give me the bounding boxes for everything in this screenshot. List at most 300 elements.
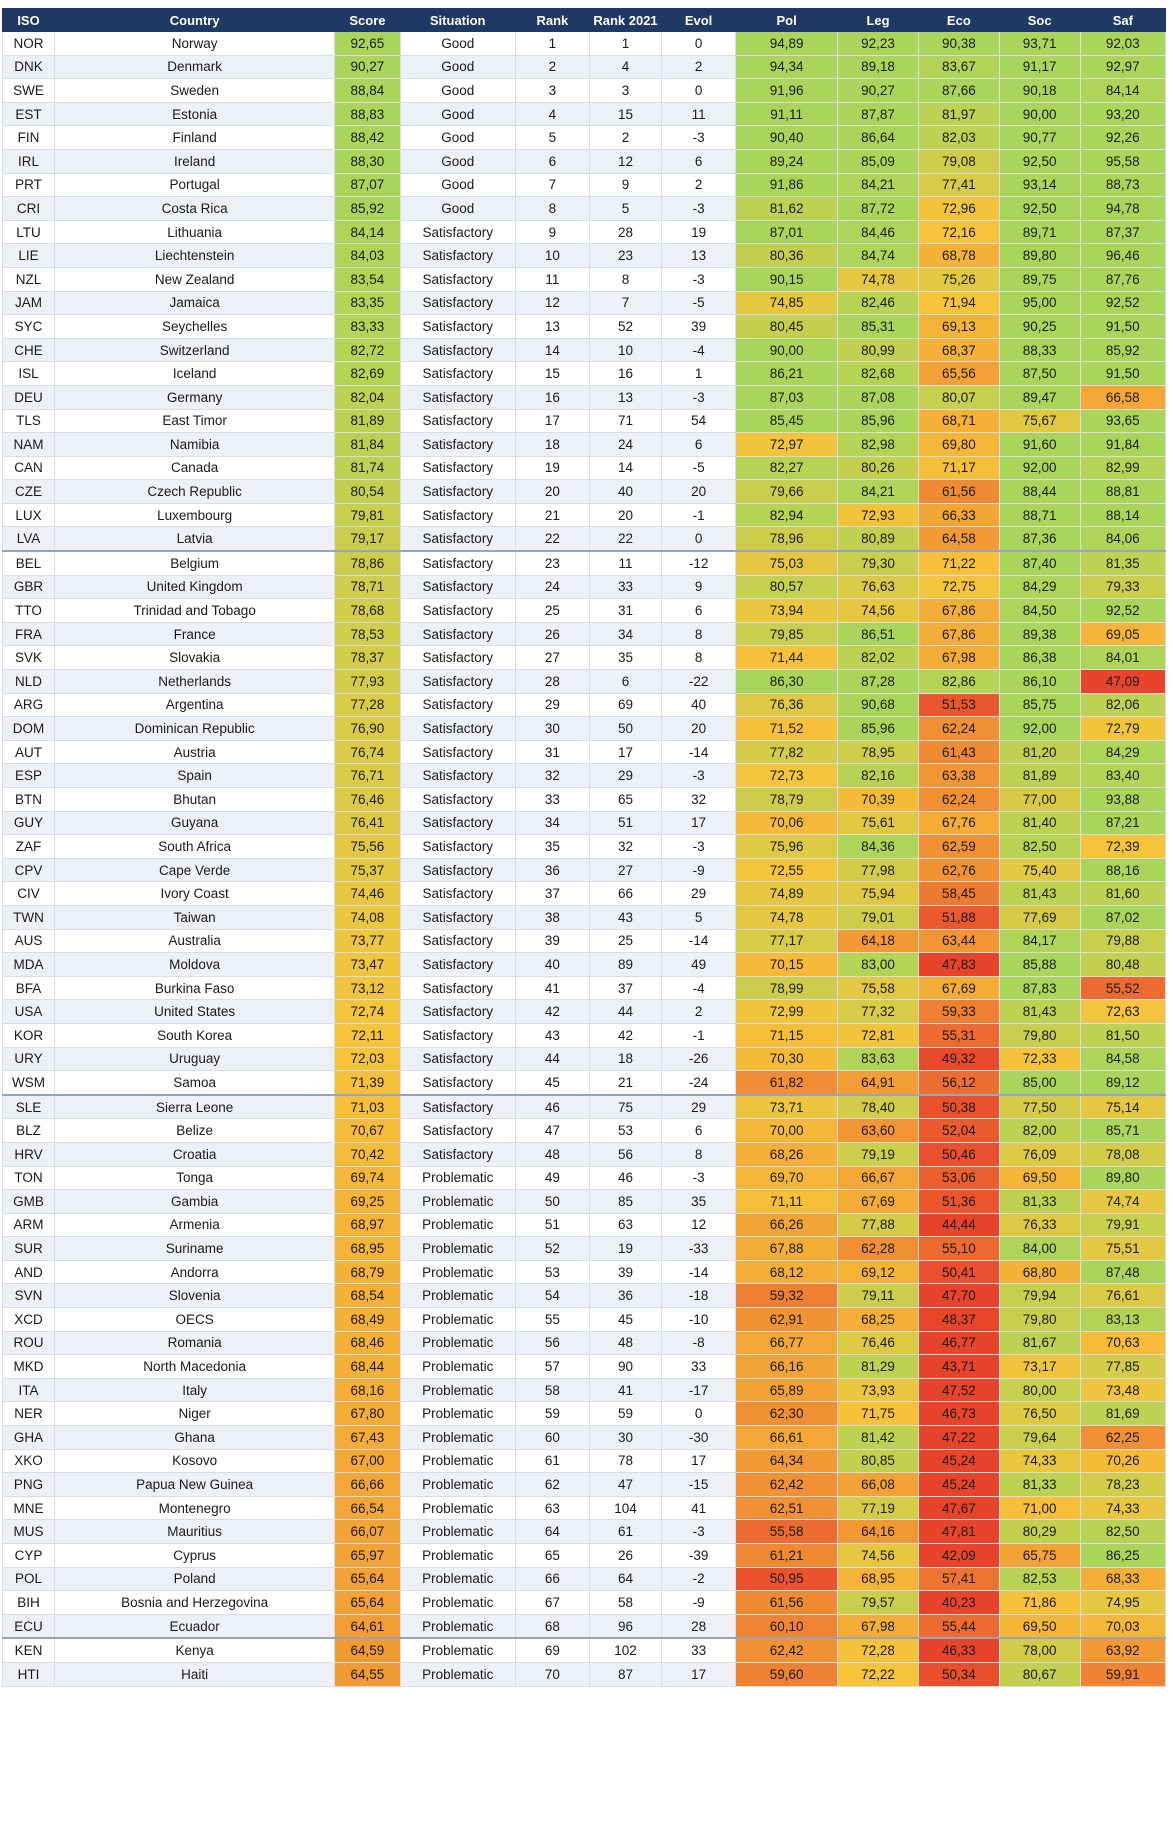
cell-saf: 72,79 — [1080, 717, 1165, 741]
cell-iso: AUT — [3, 740, 55, 764]
cell-country: Cape Verde — [55, 858, 335, 882]
cell-score: 83,33 — [335, 315, 400, 339]
cell-iso: MDA — [3, 953, 55, 977]
cell-pol: 50,95 — [736, 1567, 838, 1591]
cell-eco: 50,41 — [918, 1260, 999, 1284]
cell-soc: 72,33 — [999, 1047, 1080, 1071]
cell-evol: -39 — [661, 1544, 735, 1568]
table-row[interactable] — [3, 480, 1166, 504]
cell-saf: 72,39 — [1080, 835, 1165, 859]
column-header-soc[interactable]: Soc — [999, 9, 1080, 32]
table-row[interactable] — [3, 1331, 1166, 1355]
table-row[interactable] — [3, 905, 1166, 929]
cell-rank: 10 — [515, 244, 589, 268]
cell-iso: NLD — [3, 670, 55, 694]
cell-evol: -3 — [661, 197, 735, 221]
cell-iso: EST — [3, 102, 55, 126]
table-row[interactable] — [3, 362, 1166, 386]
table-row[interactable] — [3, 1473, 1166, 1497]
table-row[interactable] — [3, 126, 1166, 150]
cell-soc: 92,50 — [999, 149, 1080, 173]
table-row[interactable] — [3, 456, 1166, 480]
cell-rank-2021: 58 — [590, 1591, 662, 1615]
cell-saf: 63,92 — [1080, 1638, 1165, 1662]
cell-leg: 80,99 — [838, 338, 919, 362]
table-row[interactable] — [3, 1095, 1166, 1119]
cell-country: Romania — [55, 1331, 335, 1355]
cell-leg: 74,56 — [838, 1544, 919, 1568]
cell-soc: 80,00 — [999, 1378, 1080, 1402]
table-row[interactable] — [3, 670, 1166, 694]
cell-leg: 72,22 — [838, 1662, 919, 1686]
cell-country: Gambia — [55, 1190, 335, 1214]
cell-eco: 47,70 — [918, 1284, 999, 1308]
cell-score: 72,74 — [335, 1000, 400, 1024]
cell-pol: 94,89 — [736, 32, 838, 56]
cell-saf: 81,60 — [1080, 882, 1165, 906]
table-row[interactable] — [3, 788, 1166, 812]
cell-soc: 85,75 — [999, 693, 1080, 717]
cell-score: 68,44 — [335, 1355, 400, 1379]
cell-saf: 87,48 — [1080, 1260, 1165, 1284]
cell-soc: 82,50 — [999, 835, 1080, 859]
column-header-country[interactable]: Country — [55, 9, 335, 32]
cell-situation: Good — [400, 126, 515, 150]
cell-pol: 91,11 — [736, 102, 838, 126]
table-row[interactable] — [3, 1119, 1166, 1143]
table-row[interactable] — [3, 693, 1166, 717]
cell-situation: Satisfactory — [400, 811, 515, 835]
cell-pol: 78,79 — [736, 788, 838, 812]
table-row[interactable] — [3, 1071, 1166, 1095]
cell-leg: 79,01 — [838, 905, 919, 929]
cell-rank-2021: 10 — [590, 338, 662, 362]
cell-country: Australia — [55, 929, 335, 953]
cell-iso: BLZ — [3, 1119, 55, 1143]
cell-rank-2021: 5 — [590, 197, 662, 221]
cell-score: 64,61 — [335, 1614, 400, 1638]
cell-leg: 83,00 — [838, 953, 919, 977]
cell-leg: 75,61 — [838, 811, 919, 835]
cell-leg: 87,87 — [838, 102, 919, 126]
cell-rank-2021: 75 — [590, 1095, 662, 1119]
table-row[interactable] — [3, 1449, 1166, 1473]
table-row[interactable] — [3, 315, 1166, 339]
cell-country: Luxembourg — [55, 503, 335, 527]
cell-country: Costa Rica — [55, 197, 335, 221]
cell-rank: 69 — [515, 1638, 589, 1662]
cell-soc: 75,40 — [999, 858, 1080, 882]
cell-country: Burkina Faso — [55, 976, 335, 1000]
cell-rank-2021: 11 — [590, 551, 662, 575]
cell-eco: 81,97 — [918, 102, 999, 126]
table-row[interactable] — [3, 1166, 1166, 1190]
cell-country: Belize — [55, 1119, 335, 1143]
table-row[interactable] — [3, 291, 1166, 315]
cell-soc: 91,17 — [999, 55, 1080, 79]
table-row[interactable] — [3, 622, 1166, 646]
cell-soc: 77,69 — [999, 905, 1080, 929]
table-row[interactable] — [3, 1544, 1166, 1568]
cell-situation: Problematic — [400, 1591, 515, 1615]
table-row[interactable] — [3, 1047, 1166, 1071]
table-row[interactable] — [3, 173, 1166, 197]
cell-saf: 76,61 — [1080, 1284, 1165, 1308]
cell-pol: 66,16 — [736, 1355, 838, 1379]
cell-score: 88,42 — [335, 126, 400, 150]
table-row[interactable] — [3, 858, 1166, 882]
table-row[interactable] — [3, 764, 1166, 788]
table-body — [3, 32, 1166, 1687]
cell-rank: 49 — [515, 1166, 589, 1190]
cell-saf: 89,12 — [1080, 1071, 1165, 1095]
table-row[interactable] — [3, 835, 1166, 859]
cell-situation: Satisfactory — [400, 929, 515, 953]
cell-pol: 76,36 — [736, 693, 838, 717]
cell-iso: TON — [3, 1166, 55, 1190]
cell-iso: HTI — [3, 1662, 55, 1686]
cell-leg: 82,68 — [838, 362, 919, 386]
table-row[interactable] — [3, 244, 1166, 268]
cell-iso: GBR — [3, 575, 55, 599]
cell-pol: 90,00 — [736, 338, 838, 362]
cell-score: 82,04 — [335, 385, 400, 409]
table-row[interactable] — [3, 551, 1166, 575]
cell-iso: KOR — [3, 1023, 55, 1047]
cell-leg: 72,28 — [838, 1638, 919, 1662]
cell-country: Bosnia and Herzegovina — [55, 1591, 335, 1615]
table-row[interactable] — [3, 929, 1166, 953]
table-row[interactable] — [3, 882, 1166, 906]
cell-evol: 6 — [661, 599, 735, 623]
column-header-iso[interactable]: ISO — [3, 9, 55, 32]
cell-situation: Satisfactory — [400, 740, 515, 764]
table-row[interactable] — [3, 409, 1166, 433]
cell-iso: MNE — [3, 1496, 55, 1520]
cell-rank: 54 — [515, 1284, 589, 1308]
cell-country: Slovakia — [55, 646, 335, 670]
cell-pol: 71,11 — [736, 1190, 838, 1214]
cell-soc: 81,67 — [999, 1331, 1080, 1355]
column-header-saf[interactable]: Saf — [1080, 9, 1165, 32]
column-header-pol[interactable]: Pol — [736, 9, 838, 32]
cell-country: Poland — [55, 1567, 335, 1591]
cell-situation: Problematic — [400, 1449, 515, 1473]
cell-soc: 89,71 — [999, 220, 1080, 244]
table-row[interactable] — [3, 79, 1166, 103]
cell-soc: 91,60 — [999, 433, 1080, 457]
table-row[interactable] — [3, 1378, 1166, 1402]
cell-rank: 17 — [515, 409, 589, 433]
cell-eco: 45,24 — [918, 1449, 999, 1473]
column-header-score[interactable]: Score — [335, 9, 400, 32]
cell-eco: 64,58 — [918, 527, 999, 551]
cell-eco: 59,33 — [918, 1000, 999, 1024]
cell-situation: Good — [400, 102, 515, 126]
table-row[interactable] — [3, 149, 1166, 173]
table-row[interactable] — [3, 599, 1166, 623]
cell-eco: 46,77 — [918, 1331, 999, 1355]
table-row[interactable] — [3, 197, 1166, 221]
cell-pol: 62,42 — [736, 1473, 838, 1497]
cell-score: 67,80 — [335, 1402, 400, 1426]
cell-saf: 85,92 — [1080, 338, 1165, 362]
cell-evol: 12 — [661, 1213, 735, 1237]
cell-leg: 86,51 — [838, 622, 919, 646]
table-row[interactable] — [3, 1284, 1166, 1308]
cell-score: 68,46 — [335, 1331, 400, 1355]
table-row[interactable] — [3, 646, 1166, 670]
table-row[interactable] — [3, 220, 1166, 244]
table-row[interactable] — [3, 338, 1166, 362]
cell-country: North Macedonia — [55, 1355, 335, 1379]
cell-score: 81,84 — [335, 433, 400, 457]
cell-eco: 67,69 — [918, 976, 999, 1000]
cell-rank-2021: 20 — [590, 503, 662, 527]
cell-soc: 82,53 — [999, 1567, 1080, 1591]
cell-rank: 45 — [515, 1071, 589, 1095]
cell-saf: 75,51 — [1080, 1237, 1165, 1261]
table-row[interactable] — [3, 717, 1166, 741]
table-row[interactable] — [3, 32, 1166, 56]
cell-situation: Problematic — [400, 1614, 515, 1638]
cell-rank-2021: 96 — [590, 1614, 662, 1638]
cell-evol: 20 — [661, 480, 735, 504]
cell-soc: 79,80 — [999, 1023, 1080, 1047]
cell-country: Latvia — [55, 527, 335, 551]
cell-saf: 84,01 — [1080, 646, 1165, 670]
cell-rank: 16 — [515, 385, 589, 409]
table-row[interactable] — [3, 1355, 1166, 1379]
cell-rank: 50 — [515, 1190, 589, 1214]
cell-score: 80,54 — [335, 480, 400, 504]
cell-score: 73,12 — [335, 976, 400, 1000]
cell-evol: 33 — [661, 1355, 735, 1379]
table-row[interactable] — [3, 1142, 1166, 1166]
cell-evol: 0 — [661, 1402, 735, 1426]
cell-leg: 87,72 — [838, 197, 919, 221]
cell-saf: 91,50 — [1080, 362, 1165, 386]
cell-soc: 87,36 — [999, 527, 1080, 551]
cell-pol: 70,06 — [736, 811, 838, 835]
cell-situation: Satisfactory — [400, 362, 515, 386]
cell-rank: 60 — [515, 1426, 589, 1450]
cell-score: 72,11 — [335, 1023, 400, 1047]
table-row[interactable] — [3, 1426, 1166, 1450]
cell-situation: Satisfactory — [400, 551, 515, 575]
cell-evol: 8 — [661, 646, 735, 670]
cell-soc: 76,33 — [999, 1213, 1080, 1237]
cell-saf: 78,23 — [1080, 1473, 1165, 1497]
table-row[interactable] — [3, 953, 1166, 977]
cell-iso: GHA — [3, 1426, 55, 1450]
cell-evol: 39 — [661, 315, 735, 339]
table-row[interactable] — [3, 433, 1166, 457]
cell-pol: 61,21 — [736, 1544, 838, 1568]
table-row[interactable] — [3, 740, 1166, 764]
cell-rank: 43 — [515, 1023, 589, 1047]
table-row[interactable] — [3, 811, 1166, 835]
cell-rank: 12 — [515, 291, 589, 315]
cell-soc: 71,86 — [999, 1591, 1080, 1615]
cell-pol: 67,88 — [736, 1237, 838, 1261]
cell-soc: 92,00 — [999, 717, 1080, 741]
cell-pol: 79,85 — [736, 622, 838, 646]
table-row[interactable] — [3, 503, 1166, 527]
cell-country: OECS — [55, 1308, 335, 1332]
cell-situation: Satisfactory — [400, 646, 515, 670]
table-row[interactable] — [3, 385, 1166, 409]
cell-evol: -12 — [661, 551, 735, 575]
cell-pol: 66,77 — [736, 1331, 838, 1355]
cell-pol: 80,45 — [736, 315, 838, 339]
cell-leg: 84,36 — [838, 835, 919, 859]
column-header-situation[interactable]: Situation — [400, 9, 515, 32]
cell-leg: 81,42 — [838, 1426, 919, 1450]
cell-pol: 82,27 — [736, 456, 838, 480]
column-header-rank-2021[interactable]: Rank 2021 — [590, 9, 662, 32]
cell-score: 67,43 — [335, 1426, 400, 1450]
cell-situation: Satisfactory — [400, 905, 515, 929]
cell-saf: 92,52 — [1080, 599, 1165, 623]
cell-iso: ESP — [3, 764, 55, 788]
cell-situation: Problematic — [400, 1567, 515, 1591]
table-row[interactable] — [3, 1591, 1166, 1615]
cell-rank: 55 — [515, 1308, 589, 1332]
table-row[interactable] — [3, 1662, 1166, 1686]
cell-soc: 69,50 — [999, 1166, 1080, 1190]
cell-leg: 62,28 — [838, 1237, 919, 1261]
cell-situation: Satisfactory — [400, 953, 515, 977]
table-row[interactable] — [3, 1000, 1166, 1024]
cell-pol: 86,30 — [736, 670, 838, 694]
table-row[interactable] — [3, 1190, 1166, 1214]
cell-leg: 75,58 — [838, 976, 919, 1000]
cell-saf: 89,80 — [1080, 1166, 1165, 1190]
cell-country: Belgium — [55, 551, 335, 575]
cell-rank-2021: 87 — [590, 1662, 662, 1686]
table-row[interactable] — [3, 55, 1166, 79]
cell-soc: 89,47 — [999, 385, 1080, 409]
cell-rank: 13 — [515, 315, 589, 339]
cell-saf: 84,06 — [1080, 527, 1165, 551]
cell-soc: 81,20 — [999, 740, 1080, 764]
cell-evol: -1 — [661, 503, 735, 527]
table-row[interactable] — [3, 1520, 1166, 1544]
cell-saf: 78,08 — [1080, 1142, 1165, 1166]
cell-country: France — [55, 622, 335, 646]
cell-rank: 42 — [515, 1000, 589, 1024]
table-row[interactable] — [3, 976, 1166, 1000]
cell-rank: 66 — [515, 1567, 589, 1591]
cell-leg: 84,21 — [838, 480, 919, 504]
cell-pol: 70,30 — [736, 1047, 838, 1071]
cell-score: 85,92 — [335, 197, 400, 221]
cell-pol: 68,12 — [736, 1260, 838, 1284]
table-row[interactable] — [3, 1023, 1166, 1047]
cell-leg: 77,32 — [838, 1000, 919, 1024]
table-row[interactable] — [3, 1402, 1166, 1426]
table-row[interactable] — [3, 1260, 1166, 1284]
table-row[interactable] — [3, 575, 1166, 599]
cell-score: 65,64 — [335, 1567, 400, 1591]
table-row[interactable] — [3, 1308, 1166, 1332]
table-row[interactable] — [3, 102, 1166, 126]
table-row[interactable] — [3, 1496, 1166, 1520]
cell-score: 82,69 — [335, 362, 400, 386]
cell-pol: 90,40 — [736, 126, 838, 150]
cell-rank-2021: 51 — [590, 811, 662, 835]
cell-eco: 62,24 — [918, 788, 999, 812]
column-header-rank[interactable]: Rank — [515, 9, 589, 32]
cell-saf: 84,29 — [1080, 740, 1165, 764]
cell-leg: 74,78 — [838, 267, 919, 291]
cell-situation: Satisfactory — [400, 385, 515, 409]
cell-iso: CYP — [3, 1544, 55, 1568]
cell-leg: 87,28 — [838, 670, 919, 694]
cell-iso: BTN — [3, 788, 55, 812]
cell-rank-2021: 16 — [590, 362, 662, 386]
cell-saf: 87,21 — [1080, 811, 1165, 835]
cell-rank: 5 — [515, 126, 589, 150]
cell-country: Tonga — [55, 1166, 335, 1190]
cell-soc: 68,80 — [999, 1260, 1080, 1284]
column-header-evol[interactable]: Evol — [661, 9, 735, 32]
cell-situation: Satisfactory — [400, 1142, 515, 1166]
cell-leg: 79,19 — [838, 1142, 919, 1166]
cell-evol: 28 — [661, 1614, 735, 1638]
cell-country: Sierra Leone — [55, 1095, 335, 1119]
table-row[interactable] — [3, 1213, 1166, 1237]
table-row[interactable] — [3, 1237, 1166, 1261]
cell-rank: 30 — [515, 717, 589, 741]
cell-eco: 71,94 — [918, 291, 999, 315]
cell-iso: BEL — [3, 551, 55, 575]
table-row[interactable] — [3, 1614, 1166, 1638]
table-row[interactable] — [3, 527, 1166, 551]
cell-leg: 81,29 — [838, 1355, 919, 1379]
table-row[interactable] — [3, 267, 1166, 291]
cell-rank-2021: 39 — [590, 1260, 662, 1284]
column-header-leg[interactable]: Leg — [838, 9, 919, 32]
cell-leg: 86,64 — [838, 126, 919, 150]
cell-iso: CRI — [3, 197, 55, 221]
table-row[interactable] — [3, 1567, 1166, 1591]
cell-evol: -14 — [661, 929, 735, 953]
cell-pol: 70,00 — [736, 1119, 838, 1143]
cell-evol: 17 — [661, 811, 735, 835]
table-row[interactable] — [3, 1638, 1166, 1662]
cell-saf: 86,25 — [1080, 1544, 1165, 1568]
column-header-eco[interactable]: Eco — [918, 9, 999, 32]
cell-country: Cyprus — [55, 1544, 335, 1568]
cell-score: 68,49 — [335, 1308, 400, 1332]
cell-eco: 48,37 — [918, 1308, 999, 1332]
cell-rank-2021: 102 — [590, 1638, 662, 1662]
cell-iso: NOR — [3, 32, 55, 56]
cell-situation: Satisfactory — [400, 882, 515, 906]
cell-situation: Satisfactory — [400, 409, 515, 433]
cell-soc: 90,25 — [999, 315, 1080, 339]
cell-evol: 2 — [661, 55, 735, 79]
cell-rank: 52 — [515, 1237, 589, 1261]
cell-pol: 55,58 — [736, 1520, 838, 1544]
cell-soc: 86,10 — [999, 670, 1080, 694]
cell-rank: 14 — [515, 338, 589, 362]
cell-score: 73,47 — [335, 953, 400, 977]
cell-situation: Satisfactory — [400, 835, 515, 859]
cell-leg: 66,67 — [838, 1166, 919, 1190]
